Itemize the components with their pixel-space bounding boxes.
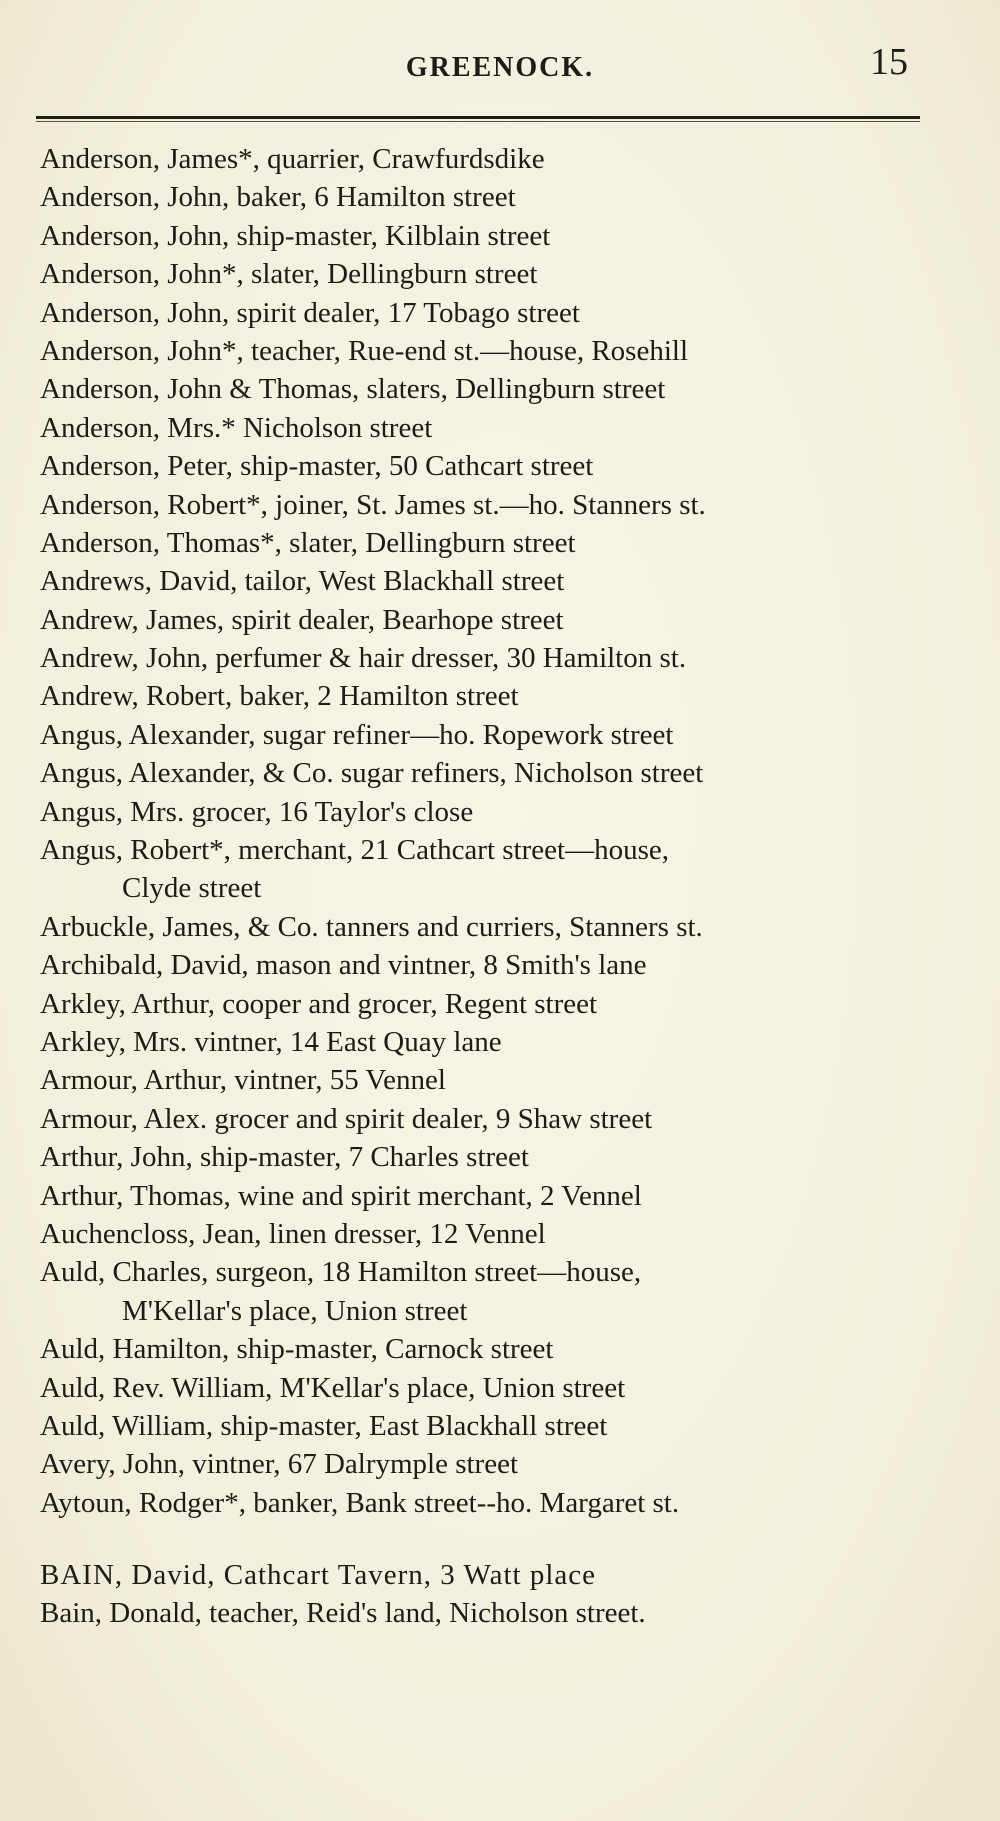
directory-entry: Anderson, John & Thomas, slaters, Dellingburn street <box>40 373 666 406</box>
directory-entry: Anderson, John, spirit dealer, 17 Tobago street <box>40 296 580 329</box>
directory-entry: Andrew, John, perfumer & hair dresser, 30 Hamilton st. <box>40 642 687 675</box>
directory-entry: Anderson, John*, teacher, Rue-end st.—house, Rosehill <box>40 334 688 367</box>
directory-entry: Auchencloss, Jean, linen dresser, 12 Vennel <box>40 1217 546 1250</box>
header-rule-thin <box>36 121 920 122</box>
directory-entry: Arbuckle, James, & Co. tanners and curriers, Stanners st. <box>40 910 703 943</box>
directory-entry: Auld, Rev. William, M'Kellar's place, Union street <box>40 1371 626 1404</box>
directory-entry: Anderson, James*, quarrier, Crawfurdsdike <box>40 143 545 175</box>
directory-entry: Anderson, John, ship-master, Kilblain street <box>40 219 551 252</box>
directory-entry: Auld, Charles, surgeon, 18 Hamilton street—house, <box>40 1256 642 1289</box>
directory-entry: Arkley, Mrs. vintner, 14 East Quay lane <box>40 1025 502 1058</box>
directory-entry: Andrews, David, tailor, West Blackhall street <box>40 565 565 598</box>
directory-entry: Angus, Mrs. grocer, 16 Taylor's close <box>40 795 474 828</box>
header-rule <box>36 116 920 119</box>
directory-entry: Arthur, John, ship-master, 7 Charles street <box>40 1141 529 1174</box>
directory-entry: Auld, Hamilton, ship-master, Carnock street <box>40 1333 554 1366</box>
directory-entry: Aytoun, Rodger*, banker, Bank street--ho. Margaret st. <box>40 1486 680 1519</box>
directory-entry: Anderson, John, baker, 6 Hamilton street <box>40 181 516 214</box>
directory-entries <box>40 140 960 1633</box>
section-gap <box>40 1522 960 1556</box>
directory-entry: Armour, Alex. grocer and spirit dealer, 9 Shaw street <box>40 1102 653 1135</box>
directory-entry: Angus, Alexander, & Co. sugar refiners, Nicholson street <box>40 757 704 790</box>
page-header-title: GREENOCK. <box>405 52 595 83</box>
directory-entry: Anderson, Robert*, joiner, St. James st.—ho. Stanners st. <box>40 488 706 521</box>
directory-entry: Arthur, Thomas, wine and spirit merchant, 2 Vennel <box>40 1179 642 1212</box>
directory-entry: Anderson, Mrs.* Nicholson street <box>40 411 433 444</box>
directory-entry: Angus, Robert*, merchant, 21 Cathcart street—house, <box>40 834 669 867</box>
directory-entry: Armour, Arthur, vintner, 55 Vennel <box>40 1064 446 1097</box>
directory-entry: Arkley, Arthur, cooper and grocer, Regent street <box>40 987 598 1020</box>
directory-entry: Anderson, Thomas*, slater, Dellingburn street <box>40 526 576 559</box>
directory-entry: Andrew, James, spirit dealer, Bearhope street <box>40 603 564 636</box>
directory-entry: Anderson, John*, slater, Dellingburn street <box>40 258 538 291</box>
page-number: 15 <box>870 41 908 83</box>
directory-entry: Bain, Donald, teacher, Reid's land, Nicholson street. <box>40 1597 646 1630</box>
directory-entry: BAIN, David, Cathcart Tavern, 3 Watt place <box>40 1559 596 1592</box>
directory-entry: Angus, Alexander, sugar refiner—ho. Ropework street <box>40 718 674 751</box>
directory-entry-continuation: M'Kellar's place, Union street <box>122 1294 468 1327</box>
directory-entry: Auld, William, ship-master, East Blackhall street <box>40 1409 608 1442</box>
directory-entry: Archibald, David, mason and vintner, 8 Smith's lane <box>40 949 647 982</box>
directory-entry: Avery, John, vintner, 67 Dalrymple street <box>40 1448 519 1481</box>
directory-entry: Andrew, Robert, baker, 2 Hamilton street <box>40 680 519 713</box>
directory-entry: Anderson, Peter, ship-master, 50 Cathcart street <box>40 450 594 483</box>
directory-entry-continuation: Clyde street <box>122 872 262 905</box>
